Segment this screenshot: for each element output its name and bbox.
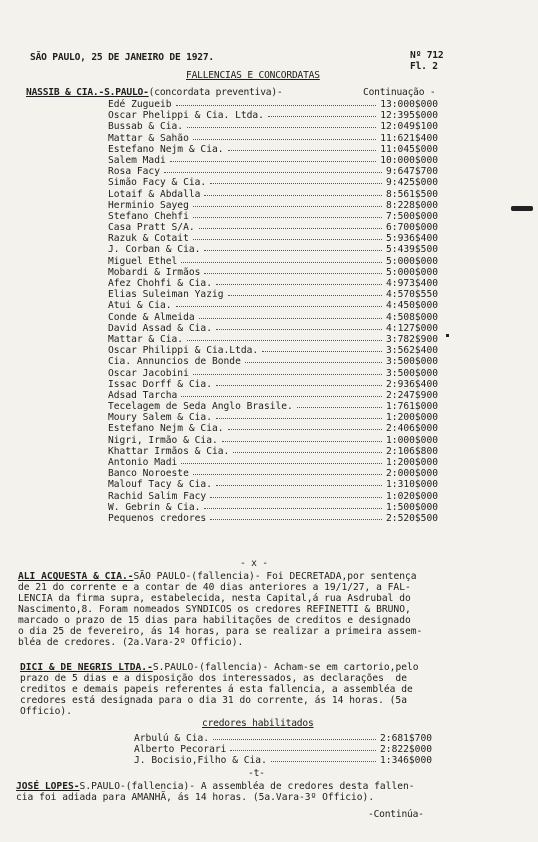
creditor-amount: 4:973$400 bbox=[386, 278, 438, 289]
dot-leader bbox=[216, 284, 382, 285]
creditor-amount: 11:621$400 bbox=[380, 132, 438, 144]
creditor-row bbox=[108, 457, 438, 468]
creditor-name: Nigri, Irmão & Cia. bbox=[108, 434, 218, 446]
creditor-name: Mattar & Sahão bbox=[108, 132, 189, 144]
creditor-amount: 12:395$000 bbox=[380, 110, 438, 122]
creditor-name: Edé Zugueib bbox=[108, 99, 172, 110]
continuation-label: Continuação - bbox=[363, 87, 436, 98]
creditor-row bbox=[108, 435, 438, 446]
creditor-row bbox=[108, 390, 438, 401]
creditor-amount: 7:500$000 bbox=[386, 210, 438, 222]
creditor-row bbox=[108, 300, 438, 311]
creditor-name: Arbulú & Cia. bbox=[134, 733, 210, 744]
entry4-paragraph bbox=[16, 781, 415, 803]
creditor-name: Khattar Irmãos & Cia. bbox=[108, 445, 230, 457]
creditor-amount: 3:782$900 bbox=[386, 333, 438, 345]
dot-leader bbox=[199, 228, 382, 229]
text-line: credores está designada para o dia 31 do corrente, ás 14 horas. (5a bbox=[20, 695, 407, 706]
creditor-amount: 3:500$000 bbox=[386, 367, 438, 379]
creditor-row bbox=[108, 289, 438, 300]
creditor-amount: 9:425$000 bbox=[386, 177, 438, 189]
creditor-amount: 6:700$000 bbox=[386, 222, 438, 234]
creditor-row bbox=[108, 144, 438, 155]
entry1-heading bbox=[26, 87, 283, 98]
dot-leader bbox=[204, 195, 382, 196]
creditor-amount: 5:000$000 bbox=[386, 255, 438, 267]
creditor-name: Pequenos credores bbox=[108, 512, 207, 524]
creditor-row bbox=[108, 312, 438, 323]
firm-name: NASSIB & CIA.-S.PAULO- bbox=[26, 87, 149, 98]
dot-leader bbox=[164, 172, 382, 173]
dot-leader bbox=[170, 161, 376, 162]
creditor-amount: 4:127$000 bbox=[386, 322, 438, 334]
creditor-name: Rosa Facy bbox=[108, 166, 160, 178]
dot-leader bbox=[216, 329, 382, 330]
dot-leader bbox=[216, 485, 382, 486]
dot-leader bbox=[228, 150, 377, 151]
dot-leader bbox=[204, 250, 382, 251]
dot-leader bbox=[210, 497, 382, 498]
entry-divider: - x - bbox=[240, 558, 268, 569]
creditor-row bbox=[108, 99, 438, 110]
creditor-row bbox=[108, 177, 438, 188]
creditor-row bbox=[108, 233, 438, 244]
creditor-name: W. Gebrin & Cia. bbox=[108, 501, 201, 513]
dot-leader bbox=[216, 385, 382, 386]
creditor-amount: 2:247$900 bbox=[386, 389, 438, 401]
creditor-row bbox=[108, 356, 438, 367]
creditor-amount: 4:508$000 bbox=[386, 311, 438, 323]
creditor-amount: 13:000$000 bbox=[380, 99, 438, 110]
text-line: JOSÉ LOPES-S.PAULO-(fallencia)- A assembléa de credores desta fallen- bbox=[16, 781, 415, 792]
continua-label: -Continúa- bbox=[368, 809, 424, 820]
entry2-paragraph bbox=[18, 571, 422, 648]
creditor-row bbox=[108, 166, 438, 177]
text-line: Nascimento,8. Foram nomeados SYNDICOS os credores REFINETTI & BRUNO, bbox=[18, 604, 411, 615]
creditor-row bbox=[108, 412, 438, 423]
creditor-amount: 5:000$000 bbox=[386, 266, 438, 278]
dot-leader bbox=[210, 519, 382, 520]
creditor-amount: 2:406$000 bbox=[386, 423, 438, 435]
creditor-name: Salem Madi bbox=[108, 154, 166, 166]
dot-leader bbox=[199, 318, 382, 319]
section-title: FALLENCIAS E CONCORDATAS bbox=[186, 70, 320, 81]
creditor-row bbox=[108, 155, 438, 166]
creditor-amount: 10:000$000 bbox=[380, 154, 438, 166]
entry-divider-2: -t- bbox=[248, 768, 265, 779]
creditor-amount: 8:561$500 bbox=[386, 188, 438, 200]
creditor-amount: 2:520$500 bbox=[386, 512, 438, 524]
dot-leader bbox=[213, 739, 376, 740]
creditor-name: Issac Dorff & Cia. bbox=[108, 378, 212, 390]
dot-leader bbox=[204, 508, 382, 509]
creditor-amount: 1:000$000 bbox=[386, 434, 438, 446]
creditor-name: Bussab & Cia. bbox=[108, 121, 184, 133]
dateline: SÃO PAULO, 25 DE JANEIRO DE 1927. bbox=[30, 52, 215, 63]
creditor-name: Oscar Philippi & Cia.Ltda. bbox=[108, 345, 259, 357]
creditor-row bbox=[108, 479, 438, 490]
creditor-amount: 2:822$000 bbox=[380, 744, 432, 756]
creditor-amount: 1:500$000 bbox=[386, 501, 438, 513]
creditor-amount: 11:045$000 bbox=[380, 143, 438, 155]
creditor-amount: 1:020$000 bbox=[386, 490, 438, 502]
creditor-name: Oscar Jacobini bbox=[108, 367, 189, 379]
creditor-name: Mattar & Cia. bbox=[108, 333, 184, 345]
creditor-name: Moury Salem & Cia. bbox=[108, 412, 212, 424]
creditor-row bbox=[108, 244, 438, 255]
dot-leader bbox=[193, 217, 382, 218]
creditor-row bbox=[108, 345, 438, 356]
text-line: prazo de 5 dias e a disposição dos interessados, as declarações de bbox=[20, 673, 407, 684]
dot-leader bbox=[228, 429, 382, 430]
creditor-name: Miguel Ethel bbox=[108, 255, 178, 267]
creditor-row bbox=[108, 513, 438, 524]
habilitated-ledger bbox=[134, 733, 432, 767]
creditor-ledger bbox=[108, 99, 438, 524]
creditor-name: Afez Chohfi & Cia. bbox=[108, 278, 212, 289]
proceeding-type: (concordata preventiva)- bbox=[148, 87, 283, 98]
creditor-row bbox=[108, 423, 438, 434]
creditor-row bbox=[108, 368, 438, 379]
firm-name: DICI & DE NEGRIS LTDA.- bbox=[20, 662, 153, 673]
dot-leader bbox=[204, 273, 382, 274]
text-line: DICI & DE NEGRIS LTDA.-S.PAULO-(fallencia)- Acham-se em cartorio,pelo bbox=[20, 662, 419, 673]
firm-name: ALI ACQUESTA & CIA.- bbox=[18, 571, 134, 582]
creditor-name: Banco Noroeste bbox=[108, 468, 189, 480]
creditor-name: Rachid Salim Facy bbox=[108, 490, 207, 502]
creditor-row bbox=[134, 744, 432, 755]
dot-leader bbox=[176, 306, 382, 307]
text-line: LENCIA da firma supra, estabelecida, nesta Capital,á rua Asdrubal do bbox=[18, 593, 411, 604]
creditor-name: Elias Suleiman Yazig bbox=[108, 289, 224, 301]
creditor-amount: 8:228$000 bbox=[386, 199, 438, 211]
creditor-row bbox=[134, 733, 432, 744]
dot-leader bbox=[187, 340, 382, 341]
creditor-row bbox=[108, 502, 438, 513]
creditor-row bbox=[108, 110, 438, 121]
dot-leader bbox=[210, 183, 382, 184]
dot-leader bbox=[297, 407, 382, 408]
creditor-name: Casa Pratt S/A. bbox=[108, 222, 195, 234]
creditor-name: Conde & Almeida bbox=[108, 311, 195, 323]
creditor-amount: 1:310$000 bbox=[386, 479, 438, 491]
dot-leader bbox=[245, 362, 382, 363]
creditor-name: Adsad Tarcha bbox=[108, 389, 178, 401]
creditor-amount: 2:106$800 bbox=[386, 445, 438, 457]
dot-leader bbox=[262, 351, 382, 352]
dot-leader bbox=[230, 750, 376, 751]
creditor-name: Mobardi & Irmãos bbox=[108, 266, 201, 278]
creditor-row bbox=[108, 200, 438, 211]
dot-leader bbox=[176, 105, 377, 106]
creditor-name: Tecelagem de Seda Anglo Brasile. bbox=[108, 401, 293, 413]
creditor-amount: 4:570$550 bbox=[386, 289, 438, 301]
creditor-amount: 2:681$700 bbox=[380, 733, 432, 744]
creditor-name: Simão Facy & Cia. bbox=[108, 177, 207, 189]
sheet-number: Fl. 2 bbox=[410, 61, 438, 72]
text-line: ALI ACQUESTA & CIA.-SÃO PAULO-(fallencia)- Foi DECRETADA,por sentença bbox=[18, 571, 417, 582]
text-line: bléa de credores. (2a.Vara-2º Officio). bbox=[18, 637, 244, 648]
creditor-amount: 5:439$500 bbox=[386, 244, 438, 256]
text-line: Officio). bbox=[20, 706, 72, 717]
dot-leader bbox=[181, 396, 382, 397]
creditor-row bbox=[108, 401, 438, 412]
dot-leader bbox=[181, 262, 382, 263]
creditor-amount: 1:761$000 bbox=[386, 401, 438, 413]
dot-leader bbox=[193, 474, 382, 475]
text-line: cia foi adiada para AMANHÃ, ás 14 horas. (5a.Vara-3º Officio). bbox=[16, 792, 375, 803]
creditor-amount: 5:936$400 bbox=[386, 233, 438, 245]
dot-leader bbox=[268, 116, 376, 117]
firm-name: JOSÉ LOPES- bbox=[16, 781, 80, 792]
dot-leader bbox=[216, 418, 382, 419]
creditor-name: Herminio Sayeg bbox=[108, 199, 189, 211]
creditor-name: Antonio Madi bbox=[108, 457, 178, 468]
dot-leader bbox=[193, 239, 382, 240]
creditor-name: Atui & Cia. bbox=[108, 300, 172, 312]
dot-leader bbox=[181, 463, 382, 464]
creditor-row bbox=[108, 323, 438, 334]
creditor-name: Estefano Nejm & Cia. bbox=[108, 423, 224, 435]
creditor-name: David Assad & Cia. bbox=[108, 322, 212, 334]
creditor-row bbox=[108, 446, 438, 457]
creditor-row bbox=[108, 491, 438, 502]
creditor-row bbox=[108, 121, 438, 132]
creditor-row bbox=[108, 256, 438, 267]
scan-speck bbox=[446, 334, 449, 337]
creditor-row bbox=[108, 267, 438, 278]
dot-leader bbox=[233, 452, 382, 453]
creditor-row bbox=[108, 133, 438, 144]
creditor-amount: 3:500$000 bbox=[386, 356, 438, 368]
creditor-amount: 1:200$000 bbox=[386, 457, 438, 468]
creditor-name: Oscar Phelippi & Cia. Ltda. bbox=[108, 110, 264, 122]
creditor-row bbox=[108, 211, 438, 222]
creditor-amount: 3:562$400 bbox=[386, 345, 438, 357]
creditor-row bbox=[108, 334, 438, 345]
creditor-name: Malouf Tacy & Cia. bbox=[108, 479, 212, 491]
creditor-name: Cia. Annuncios de Bonde bbox=[108, 356, 241, 368]
creditor-amount: 1:346$000 bbox=[380, 755, 432, 767]
dot-leader bbox=[228, 295, 382, 296]
scan-mark bbox=[511, 206, 533, 211]
creditor-amount: 2:000$000 bbox=[386, 468, 438, 480]
dot-leader bbox=[193, 139, 376, 140]
dot-leader bbox=[222, 441, 382, 442]
creditor-amount: 1:200$000 bbox=[386, 412, 438, 424]
creditor-name: Estefano Nejm & Cia. bbox=[108, 143, 224, 155]
entry3-paragraph bbox=[20, 662, 419, 717]
creditor-row bbox=[134, 755, 432, 766]
dot-leader bbox=[193, 374, 382, 375]
creditor-amount: 9:647$700 bbox=[386, 166, 438, 178]
creditor-amount: 12:049$100 bbox=[380, 121, 438, 133]
creditor-row bbox=[108, 468, 438, 479]
creditor-name: J. Bocisio,Filho & Cia. bbox=[134, 755, 267, 767]
text-line: o dia 25 de fevereiro, ás 14 horas, para se realizar a primeira assem- bbox=[18, 626, 423, 637]
creditor-name: Lotaif & Abdalla bbox=[108, 188, 201, 200]
dot-leader bbox=[193, 206, 382, 207]
text-line: creditos e demais papeis referentes á esta fallencia, a assembléa de bbox=[20, 684, 413, 695]
creditor-name: Alberto Pecorari bbox=[134, 744, 227, 756]
creditor-row bbox=[108, 222, 438, 233]
creditor-row bbox=[108, 278, 438, 289]
dot-leader bbox=[271, 761, 376, 762]
creditor-name: Stefano Chehfi bbox=[108, 210, 189, 222]
dot-leader bbox=[187, 127, 376, 128]
creditor-name: J. Corban & Cia. bbox=[108, 244, 201, 256]
subheading-credores: credores habilitados bbox=[202, 718, 314, 729]
bulletin-number: Nº 712 bbox=[410, 50, 444, 61]
creditor-amount: 2:936$400 bbox=[386, 378, 438, 390]
text-line: marcado o prazo de 15 dias para habilitações de creditos e designado bbox=[18, 615, 411, 626]
creditor-row bbox=[108, 189, 438, 200]
creditor-name: Razuk & Cotait bbox=[108, 233, 189, 245]
creditor-row bbox=[108, 379, 438, 390]
creditor-amount: 4:450$000 bbox=[386, 300, 438, 312]
text-line: de 21 do corrente e a contar de 40 dias anteriores a 19/1/27, a FAL- bbox=[18, 582, 411, 593]
